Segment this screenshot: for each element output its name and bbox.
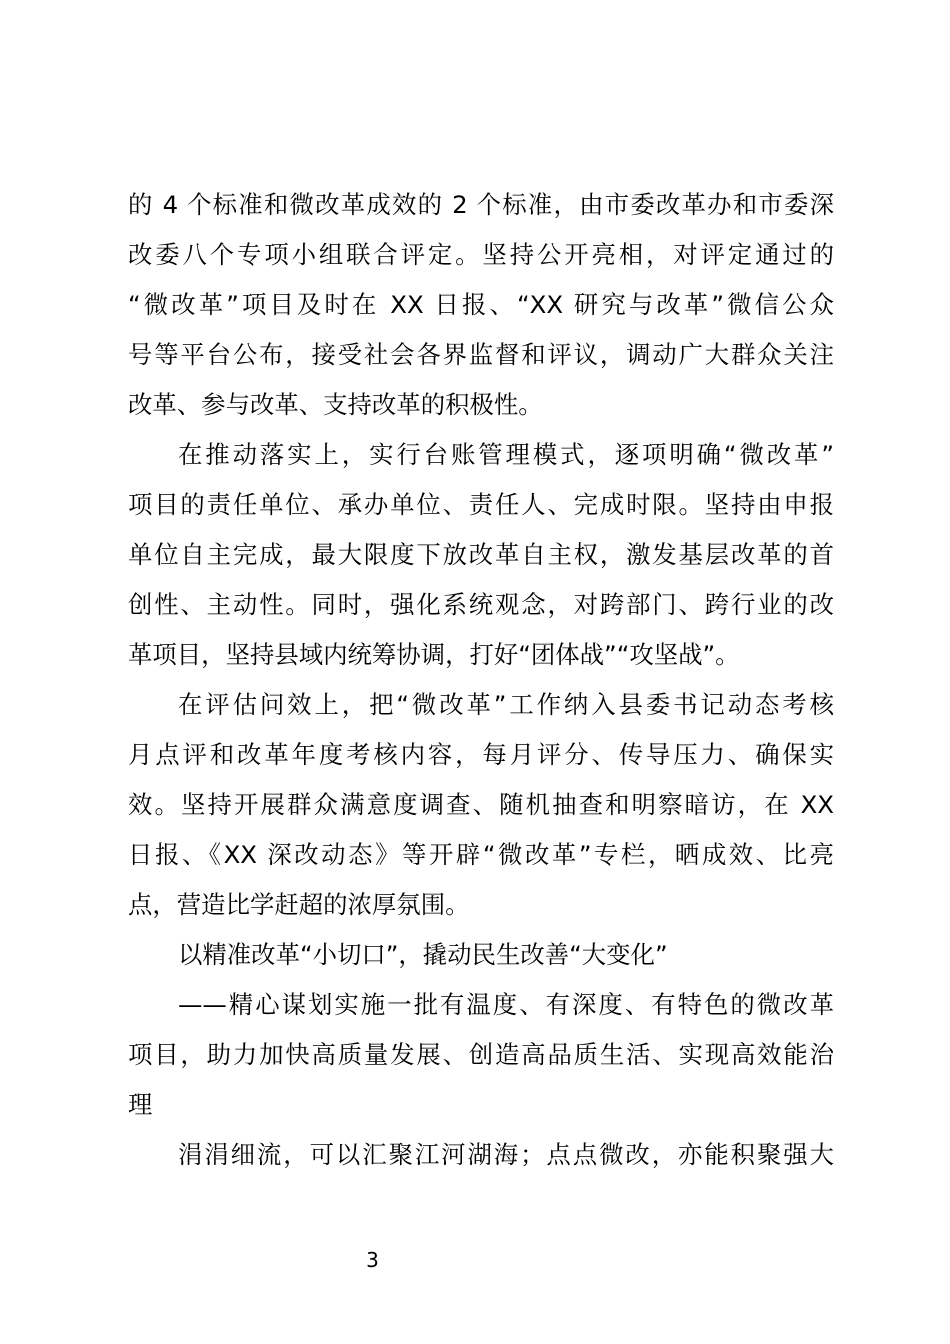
paragraph-first-line: 在评估问效上，把“微改革”工作纳入县委书记动态考核 [178,690,834,719]
section-subheading: 理 [128,1090,153,1119]
text-line: “微改革”项目及时在 XX 日报、“XX 研究与改革”微信公众 [128,290,834,319]
text-line: 单位自主完成，最大限度下放改革自主权，激发基层改革的首 [128,540,834,569]
body-text [128,180,834,1180]
text-line: 项目的责任单位、承办单位、责任人、完成时限。坚持由申报 [128,490,834,519]
text-line: 点，营造比学赶超的浓厚氛围。 [128,890,470,919]
text-line: 的 4 个标准和微改革成效的 2 个标准，由市委改革办和市委深 [128,190,834,219]
paragraph-first-line: 涓涓细流，可以汇聚江河湖海；点点微改，亦能积聚强大 [178,1140,834,1169]
paragraph-first-line: 在推动落实上，实行台账管理模式，逐项明确“微改革” [178,440,834,469]
section-heading: 以精准改革“小切口”，撬动民生改善“大变化” [178,940,668,969]
section-subheading: 项目，助力加快高质量发展、创造高品质生活、实现高效能治 [128,1040,834,1069]
page-number: 3 [366,1248,379,1272]
text-line: 改革、参与改革、支持改革的积极性。 [128,390,543,419]
text-line: 月点评和改革年度考核内容，每月评分、传导压力、确保实 [128,740,834,769]
text-line: 创性、主动性。同时，强化系统观念，对跨部门、跨行业的改 [128,590,834,619]
text-line: 号等平台公布，接受社会各界监督和评议，调动广大群众关注 [128,340,834,369]
text-line: 革项目，坚持县域内统筹协调，打好“团体战”“攻坚战”。 [128,640,740,669]
text-line: 改委八个专项小组联合评定。坚持公开亮相，对评定通过的 [128,240,834,269]
text-line: 效。坚持开展群众满意度调查、随机抽查和明察暗访，在 XX [128,790,834,819]
text-line: 日报、《XX 深改动态》等开辟“微改革”专栏，晒成效、比亮 [128,840,834,869]
section-subheading: ——精心谋划实施一批有温度、有深度、有特色的微改革 [178,990,834,1019]
